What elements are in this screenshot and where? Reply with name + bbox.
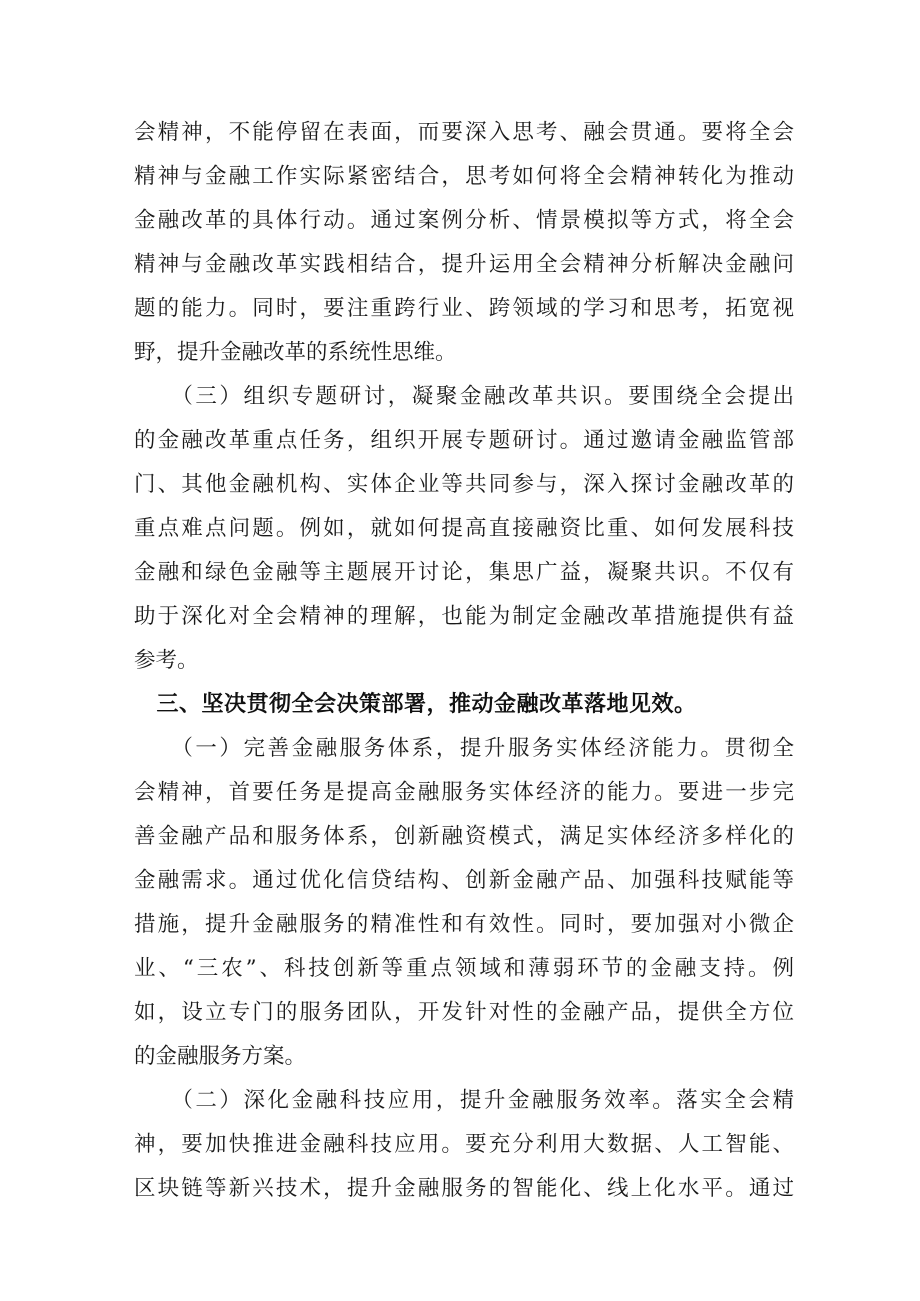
paragraph-line: 的金融服务方案。 <box>134 1044 307 1069</box>
paragraph-line: （二）深化金融科技应用，提升金融服务效率。落实全会精 <box>134 1088 794 1113</box>
section-heading: 三、坚决贯彻全会决策部署，推动金融改革落地见效。 <box>134 692 697 717</box>
paragraph-line: 如，设立专门的服务团队，开发针对性的金融产品，提供全方位 <box>134 1000 794 1025</box>
paragraph-line: 重点难点问题。例如，就如何提高直接融资比重、如何发展科技 <box>134 516 794 541</box>
paragraph-line: 神，要加快推进金融科技应用。要充分利用大数据、人工智能、 <box>134 1132 794 1157</box>
paragraph-line: 参考。 <box>134 648 199 673</box>
paragraph-line: 区块链等新兴技术，提升金融服务的智能化、线上化水平。通过 <box>134 1176 794 1201</box>
paragraph-line: 助于深化对全会精神的理解，也能为制定金融改革措施提供有益 <box>134 604 794 629</box>
paragraph-line: 善金融产品和服务体系，创新融资模式，满足实体经济多样化的 <box>134 824 794 849</box>
paragraph-line: 精神与金融改革实践相结合，提升运用全会精神分析解决金融问 <box>134 252 794 277</box>
paragraph-line: 金融改革的具体行动。通过案例分析、情景模拟等方式，将全会 <box>134 208 794 233</box>
paragraph-line: 金融和绿色金融等主题展开讨论，集思广益，凝聚共识。不仅有 <box>134 560 794 585</box>
paragraph-line: 野，提升金融改革的系统性思维。 <box>134 340 457 365</box>
paragraph-line: （三）组织专题研讨，凝聚金融改革共识。要围绕全会提出 <box>134 384 794 409</box>
paragraph-line: 业、“三农”、科技创新等重点领域和薄弱环节的金融支持。例 <box>134 956 794 981</box>
paragraph-line: 金融需求。通过优化信贷结构、创新金融产品、加强科技赋能等 <box>134 868 794 893</box>
paragraph-line: （一）完善金融服务体系，提升服务实体经济能力。贯彻全 <box>134 736 794 761</box>
paragraph-line: 题的能力。同时，要注重跨行业、跨领域的学习和思考，拓宽视 <box>134 296 794 321</box>
paragraph-line: 门、其他金融机构、实体企业等共同参与，深入探讨金融改革的 <box>134 472 794 497</box>
paragraph-line: 精神与金融工作实际紧密结合，思考如何将全会精神转化为推动 <box>134 164 794 189</box>
paragraph-line: 的金融改革重点任务，组织开展专题研讨。通过邀请金融监管部 <box>134 428 794 453</box>
paragraph-line: 措施，提升金融服务的精准性和有效性。同时，要加强对小微企 <box>134 912 794 937</box>
paragraph-line: 会精神，不能停留在表面，而要深入思考、融会贯通。要将全会 <box>134 120 794 145</box>
paragraph-line: 会精神，首要任务是提高金融服务实体经济的能力。要进一步完 <box>134 780 794 805</box>
